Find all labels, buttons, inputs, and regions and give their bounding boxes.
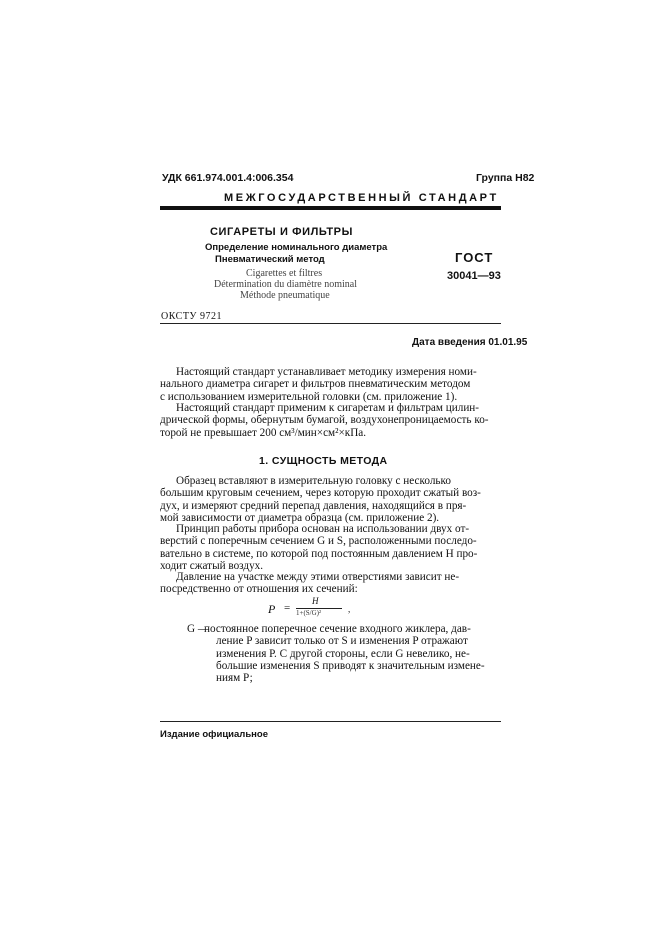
intro-paragraph-2: [160, 402, 489, 439]
gost-number: 30041—93: [447, 270, 501, 282]
text-line: Образец вставляют в измерительную головку с несколько: [176, 475, 451, 487]
text-line: большим круговым сечением, через которую проходит сжатый воз-: [160, 487, 481, 500]
text-line: большие изменения S приводят к значительным измене-: [216, 659, 485, 672]
text-line: верстий с поперечным сечением G и S, расположенными последо-: [160, 535, 477, 548]
title-rule: [160, 323, 501, 324]
interstate-standard-heading: МЕЖГОСУДАРСТВЕННЫЙ СТАНДАРТ: [224, 192, 499, 204]
text-line: Настоящий стандарт устанавливает методику измерения номи-: [176, 366, 477, 378]
text-line: ниям Р;: [216, 672, 253, 685]
text-line: постоянное поперечное сечение входного жиклера, дав-: [204, 623, 471, 635]
french-title-line-3: Méthode pneumatique: [240, 290, 330, 301]
text-line: торой не превышает 200 см³/мин×см²×кПа.: [160, 426, 367, 439]
formula-comma: ,: [348, 604, 351, 614]
text-line: мой зависимости от диаметра образца (см. приложение 2).: [160, 511, 440, 524]
header-rule: [160, 206, 501, 210]
text-line: Настоящий стандарт применим к сигаретам и фильтрам цилин-: [176, 402, 480, 414]
section-paragraph-2: [160, 523, 477, 572]
g-definition-text: [204, 623, 485, 684]
formula-lhs: P: [268, 602, 276, 616]
footer-rule: [160, 721, 501, 722]
text-line: нального диаметра сигарет и фильтров пневматическим методом: [160, 378, 471, 391]
official-edition-note: Издание официальное: [160, 729, 268, 740]
udk-code: УДК 661.974.001.4:006.354: [162, 172, 294, 184]
formula-denominator: 1+(S/G)²: [296, 609, 322, 617]
group-code: Группа Н82: [476, 172, 535, 184]
intro-paragraph-1: [160, 366, 477, 403]
g-symbol: G —: [187, 623, 210, 635]
text-line: дрической формы, обернутым бумагой, воздухонепроницаемость ко-: [160, 414, 489, 427]
text-line: ление P зависит только от S и изменения P отражают: [216, 635, 468, 648]
text-line: ходит сжатый воздух.: [160, 559, 264, 572]
french-title-line-2: Détermination du diamètre nominal: [214, 279, 358, 290]
pressure-formula: [268, 596, 368, 626]
section-paragraph-1: [160, 475, 481, 524]
section-heading: 1. СУЩНОСТЬ МЕТОДА: [259, 455, 388, 467]
subtitle-line-2: Пневматический метод: [215, 254, 325, 265]
formula-numerator: H: [312, 596, 319, 606]
section-paragraph-3: [160, 571, 459, 596]
g-definition: [187, 623, 507, 693]
text-line: дух, и измеряют средний перепад давления, находящийся в пря-: [160, 499, 467, 512]
document-title: СИГАРЕТЫ И ФИЛЬТРЫ: [210, 226, 353, 238]
text-line: Принцип работы прибора основан на использовании двух от-: [176, 523, 470, 535]
okstu-code: ОКСТУ 9721: [161, 311, 223, 322]
introduction-date: Дата введения 01.01.95: [412, 337, 528, 348]
text-line: вательно в системе, по которой под постоянным давлением H про-: [160, 547, 478, 560]
text-line: с использованием измерительной головки (см. приложение 1).: [160, 390, 458, 403]
text-line: изменения Р. С другой стороны, если G невелико, не-: [216, 647, 470, 660]
subtitle-line-1: Определение номинального диаметра: [205, 242, 388, 253]
french-title-line-1: Cigarettes et filtres: [246, 268, 323, 279]
gost-label: ГОСТ: [455, 250, 494, 265]
formula-equals: =: [284, 602, 291, 614]
text-line: Давление на участке между этими отверстиями зависит не-: [176, 571, 460, 583]
text-line: посредственно от отношения их сечений:: [160, 583, 358, 596]
